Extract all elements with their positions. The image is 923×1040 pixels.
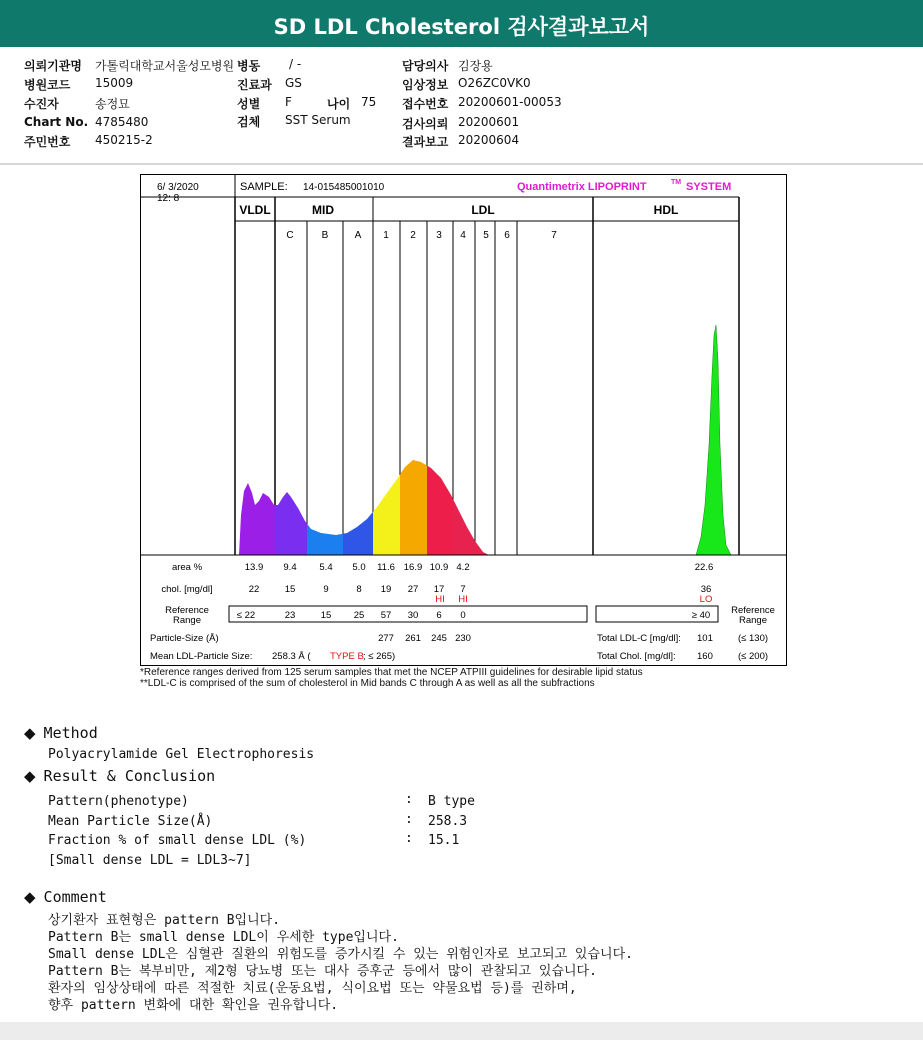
institution-label: 의뢰기관명 — [24, 59, 82, 73]
area-c: 9.4 — [283, 562, 297, 573]
result-row-value: 15.1 — [428, 833, 460, 848]
area-b: 5.4 — [319, 562, 333, 573]
total-chol-label: Total Chol. [mg/dl]: — [597, 651, 676, 662]
comment-line: Pattern B는 small dense LDL이 우세한 type입니다. — [48, 930, 399, 945]
mean-value: 258.3 Å ( — [272, 651, 311, 662]
band-4: 4 — [460, 230, 466, 241]
footnote-2: **LDL-C is comprised of the sum of cholesterol in Mid bands C through A as well as all the subfractions — [140, 678, 595, 689]
specimen-label: 검체 — [237, 115, 261, 129]
flag-band3: HI — [435, 594, 445, 605]
chol-a: 8 — [356, 584, 362, 595]
total-ldl-label: Total LDL-C [mg/dl]: — [597, 633, 681, 644]
chart-label: Chart No. — [24, 115, 89, 129]
clinical-info-label: 임상정보 — [402, 78, 449, 92]
result-row-label: Fraction % of small dense LDL (%) — [48, 833, 307, 848]
ward-value: / - — [289, 57, 302, 71]
sample-value: 14-015485001010 — [303, 182, 385, 193]
ref-2: 30 — [407, 610, 419, 621]
area-label: area % — [171, 562, 203, 573]
patient-info — [0, 50, 923, 160]
chol-3: 17 — [433, 584, 445, 595]
reception-label: 접수번호 — [402, 97, 449, 111]
particle-1: 277 — [378, 633, 394, 644]
brand-text: Quantimetrix LIPOPRINT — [517, 181, 647, 193]
group-hdl: HDL — [653, 203, 679, 217]
age-label: 나이 — [327, 97, 351, 111]
ref-1: 57 — [380, 610, 392, 621]
result-row-value: B type — [428, 794, 475, 809]
brand-tm: TM — [671, 179, 682, 186]
total-ldl-value: 101 — [697, 633, 713, 644]
id-value: 450215-2 — [95, 133, 153, 147]
area-2: 16.9 — [403, 562, 423, 573]
comment-line: 상기환자 표현형은 pattern B입니다. — [48, 913, 281, 928]
ref-4: 0 — [460, 610, 466, 621]
band-7: 7 — [551, 230, 557, 241]
institution-value: 가톨릭대학교서울성모병원 — [95, 59, 235, 73]
id-label: 주민번호 — [24, 135, 71, 149]
result-note: [Small dense LDL = LDL3~7] — [48, 853, 252, 868]
request-value: 20200601 — [458, 115, 520, 129]
area-1: 11.6 — [377, 562, 395, 573]
ref-a: 25 — [353, 610, 365, 621]
ldl-curve — [239, 460, 489, 555]
result-row-colon: : — [405, 812, 413, 827]
chol-2: 27 — [407, 584, 419, 595]
brand-system: SYSTEM — [686, 181, 732, 193]
band-a: A — [354, 230, 362, 241]
result-heading-text: Result & Conclusion — [43, 767, 216, 785]
mean-suffix: ; ≤ 265) — [363, 651, 396, 662]
comment-line: Pattern B는 복부비만, 제2형 당뇨병 또는 대사 증후군 등에서 많이 관찰되고 있습니다. — [48, 964, 597, 979]
area-a: 5.0 — [352, 562, 366, 573]
footnote-1: *Reference ranges derived from 125 serum samples that met the NCEP ATPIII guidelines for desirable lipid status — [140, 667, 643, 678]
method-text: Polyacrylamide Gel Electrophoresis — [48, 747, 315, 762]
lipoprint-report — [140, 174, 787, 666]
group-vldl: VLDL — [239, 203, 271, 217]
result-row-label: Pattern(phenotype) — [48, 794, 189, 809]
particle-3: 245 — [431, 633, 447, 644]
area-hdl: 22.6 — [694, 562, 714, 573]
mean-label: Mean LDL-Particle Size: — [150, 651, 253, 662]
ref-hdl: ≥ 40 — [691, 610, 711, 621]
sex-label: 성별 — [237, 97, 261, 111]
ward-label: 병동 — [237, 59, 261, 73]
group-ldl: LDL — [471, 203, 495, 217]
total-chol-ref: (≤ 200) — [738, 651, 769, 662]
hospital-code-value: 15009 — [95, 76, 134, 90]
clinical-info-value: O26ZC0VK0 — [458, 76, 531, 90]
method-heading-text: Method — [43, 724, 98, 742]
result-row-colon: : — [405, 831, 413, 846]
request-label: 검사의뢰 — [402, 117, 449, 131]
result-heading — [24, 767, 215, 785]
hdl-peak — [696, 325, 731, 555]
chol-b: 9 — [323, 584, 329, 595]
ref-vldl: ≤ 22 — [236, 610, 256, 621]
ref-label-right-2: Range — [739, 615, 767, 626]
area-vldl: 13.9 — [244, 562, 264, 573]
chol-vldl: 22 — [248, 584, 260, 595]
band-2: 2 — [410, 230, 416, 241]
comment-line: 환자의 임상상태에 따른 적절한 치료(운동요법, 식이요법 또는 약물요법 등)를 권하며, — [48, 981, 577, 996]
particle-label: Particle-Size (Å) — [150, 633, 219, 644]
result-row-colon: : — [405, 792, 413, 807]
particle-4: 230 — [455, 633, 471, 644]
area-3: 10.9 — [429, 562, 449, 573]
flag-hdl: LO — [699, 594, 713, 605]
mean-type: TYPE B — [330, 651, 364, 662]
hospital-code-label: 병원코드 — [24, 78, 71, 92]
diamond-icon: ◆ — [24, 767, 36, 785]
chol-c: 15 — [284, 584, 296, 595]
ref-label-right-1: Reference — [731, 605, 775, 616]
area-4: 4.2 — [456, 562, 470, 573]
band-5: 5 — [483, 230, 489, 241]
dept-label: 진료과 — [237, 78, 272, 92]
group-mid: MID — [312, 203, 334, 217]
ref-label-1: Reference — [165, 605, 209, 616]
method-heading — [24, 724, 98, 742]
band-c: C — [286, 230, 294, 241]
chol-label: chol. [mg/dl] — [161, 584, 213, 595]
time-text: 12: 8 — [157, 193, 180, 204]
lipoprint-graph — [141, 175, 786, 665]
flag-band4: HI — [458, 594, 468, 605]
diamond-icon: ◆ — [24, 724, 36, 742]
total-chol-value: 160 — [697, 651, 713, 662]
comment-heading-text: Comment — [43, 888, 107, 906]
doctor-value: 김장용 — [458, 59, 493, 73]
age-value: 75 — [361, 95, 377, 109]
report-date-value: 20200604 — [458, 133, 520, 147]
band-1: 1 — [383, 230, 389, 241]
ref-3: 6 — [436, 610, 442, 621]
specimen-value: SST Serum — [285, 113, 351, 127]
sex-value: F — [285, 95, 292, 109]
doctor-label: 담당의사 — [402, 59, 449, 73]
comment-heading — [24, 888, 107, 906]
report-date-label: 결과보고 — [402, 135, 449, 149]
patient-label: 수진자 — [24, 97, 59, 111]
chart-value: 4785480 — [95, 115, 149, 129]
comment-line: 향후 pattern 변화에 대한 확인을 권유합니다. — [48, 998, 339, 1013]
particle-2: 261 — [405, 633, 421, 644]
band-3: 3 — [436, 230, 442, 241]
dept-value: GS — [285, 76, 302, 90]
comment-line: Small dense LDL은 심혈관 질환의 위험도를 증가시킬 수 있는 위험인자로 보고되고 있습니다. — [48, 947, 633, 962]
chol-4: 7 — [460, 584, 466, 595]
ref-b: 15 — [320, 610, 332, 621]
sample-label: SAMPLE: — [240, 181, 288, 193]
footnotes — [140, 667, 643, 689]
divider — [0, 163, 923, 165]
chol-hdl: 36 — [700, 584, 712, 595]
band-6: 6 — [504, 230, 510, 241]
band-b: B — [321, 230, 329, 241]
ref-c: 23 — [284, 610, 296, 621]
patient-value: 송정묘 — [95, 97, 130, 111]
result-row-value: 258.3 — [428, 814, 468, 829]
date-text: 6/ 3/2020 — [157, 182, 199, 193]
result-row-label: Mean Particle Size(Å) — [48, 814, 213, 829]
diamond-icon: ◆ — [24, 888, 36, 906]
ref-label-2: Range — [173, 615, 201, 626]
reception-value: 20200601-00053 — [458, 95, 562, 109]
bottom-bar — [0, 1022, 923, 1040]
total-ldl-ref: (≤ 130) — [738, 633, 769, 644]
report-title: SD LDL Cholesterol 검사결과보고서 — [0, 0, 923, 47]
chol-1: 19 — [380, 584, 392, 595]
